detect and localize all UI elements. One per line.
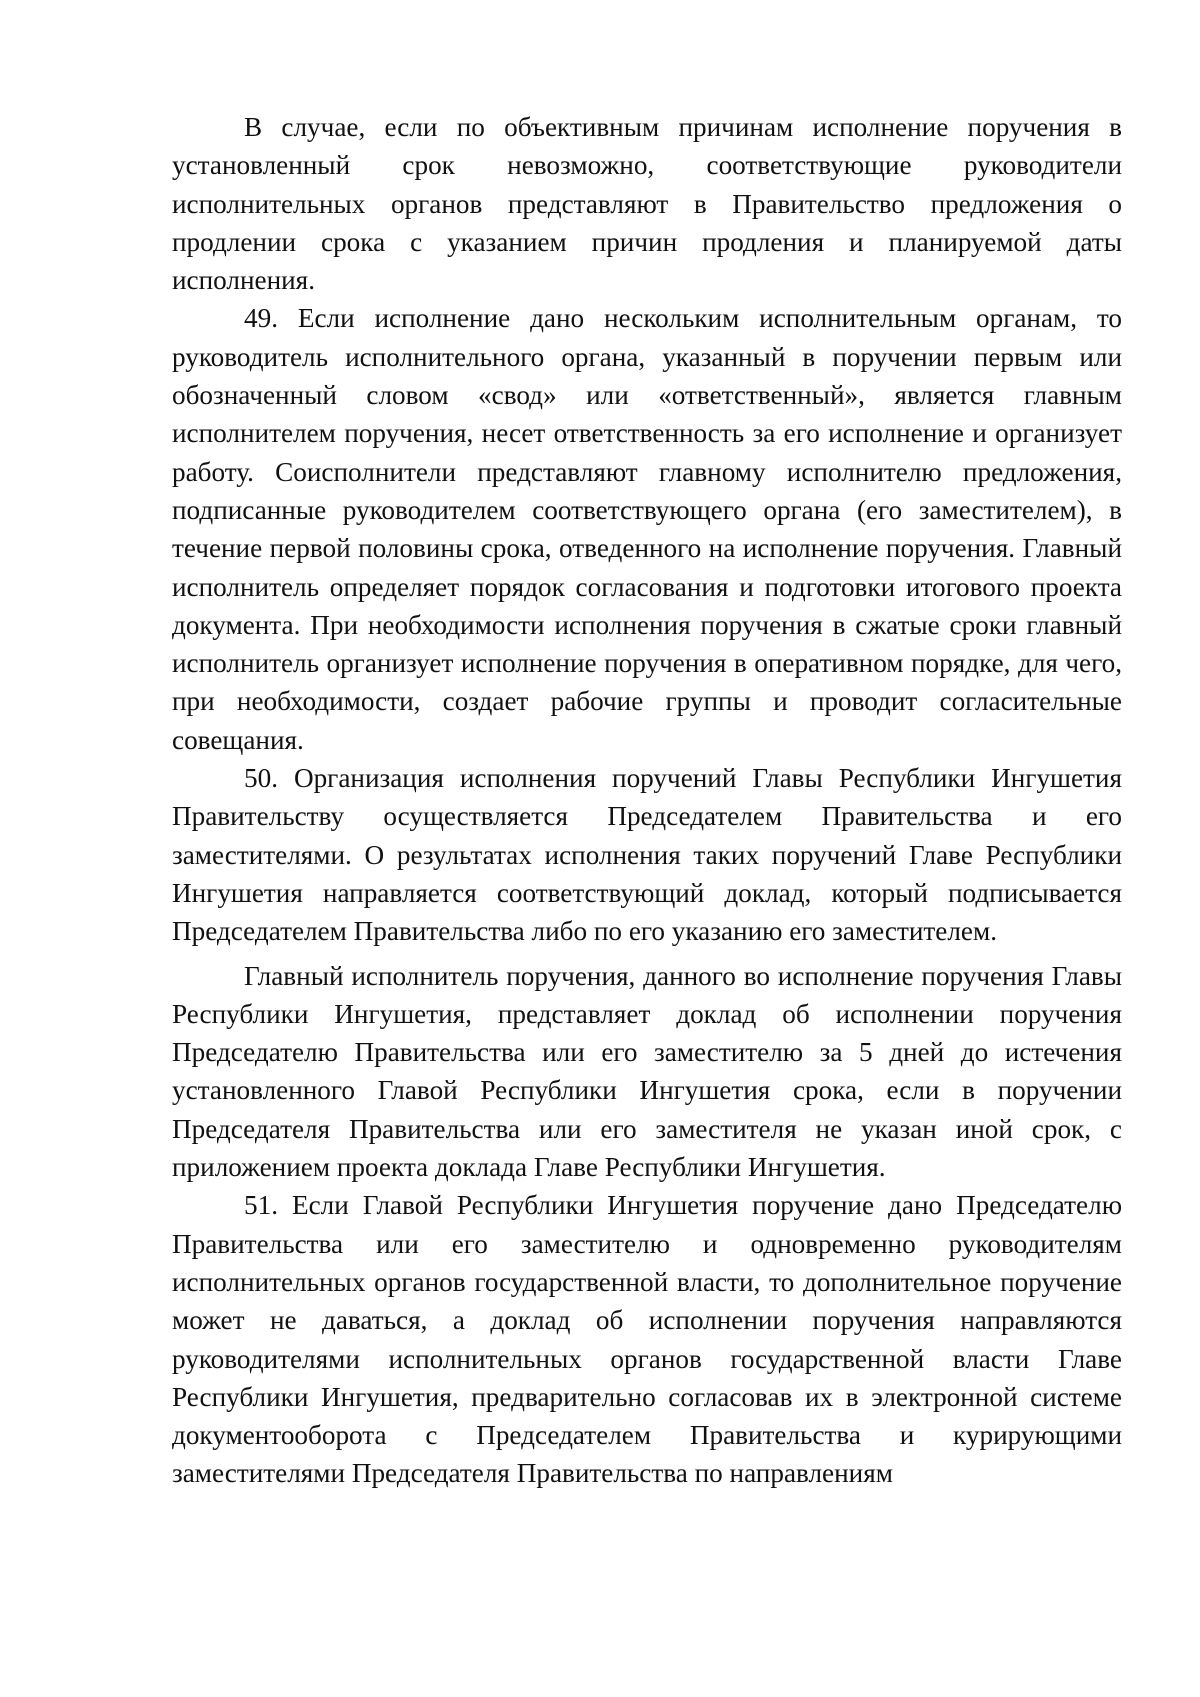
paragraph-49: 49. Если исполнение дано нескольким исполнительным органам, то руководитель исполнительного органа, указанный в поручении первым или обозначенный словом «свод» или «ответственный», является главным исполнителем поручения, несет ответственность за его исполнение и организует работу. Соисполнители представляют главному исполнителю предложения, подписанные руководителем соответствующего органа (его заместителем), в течение первой половины срока, отведенного на исполнение поручения. Главный исполнитель определяет порядок согласования и подготовки итогового проекта документа. При необходимости исполнения поручения в сжатые сроки главный исполнитель организует исполнение поручения в оперативном порядке, для чего, при необходимости, создает рабочие группы и проводит согласительные совещания. [172, 303, 1122, 755]
paragraph-51: 51. Если Главой Республики Ингушетия поручение дано Председателю Правительства или его заместителю и одновременно руководителям исполнительных органов государственной власти, то дополнительное поручение может не даваться, а доклад об исполнении поручения направляются руководителями исполнительных органов государственной власти Главе Республики Ингушетия, предварительно согласовав их в электронной системе документооборота с Председателем Правительства и курирующими заместителями Председателя Правительства по направлениям [172, 1190, 1122, 1489]
paragraph-50: 50. Организация исполнения поручений Главы Республики Ингушетия Правительству осуществляется Председателем Правительства и его заместителями. О результатах исполнения таких поручений Главе Республики Ингушетия направляется соответствующий доклад, который подписывается Председателем Правительства либо по его указанию его заместителем. [172, 763, 1122, 947]
paragraph-main-executor-report: Главный исполнитель поручения, данного во исполнение поручения Главы Республики Ингушетия, представляет доклад об исполнении поручения Председателю Правительства или его заместителю за 5 дней до истечения установленного Главой Республики Ингушетия срока, если в поручении Председателя Правительства или его заместителя не указан иной срок, с приложением проекта доклада Главе Республики Ингушетия. [172, 960, 1122, 1183]
document-page [172, 108, 1122, 1493]
paragraph-deadline-extension: В случае, если по объективным причинам исполнение поручения в установленный срок невозможно, соответствующие руководители исполнительных органов представляют в Правительство предложения о продлении срока с указанием причин продления и планируемой даты исполнения. [172, 112, 1122, 296]
